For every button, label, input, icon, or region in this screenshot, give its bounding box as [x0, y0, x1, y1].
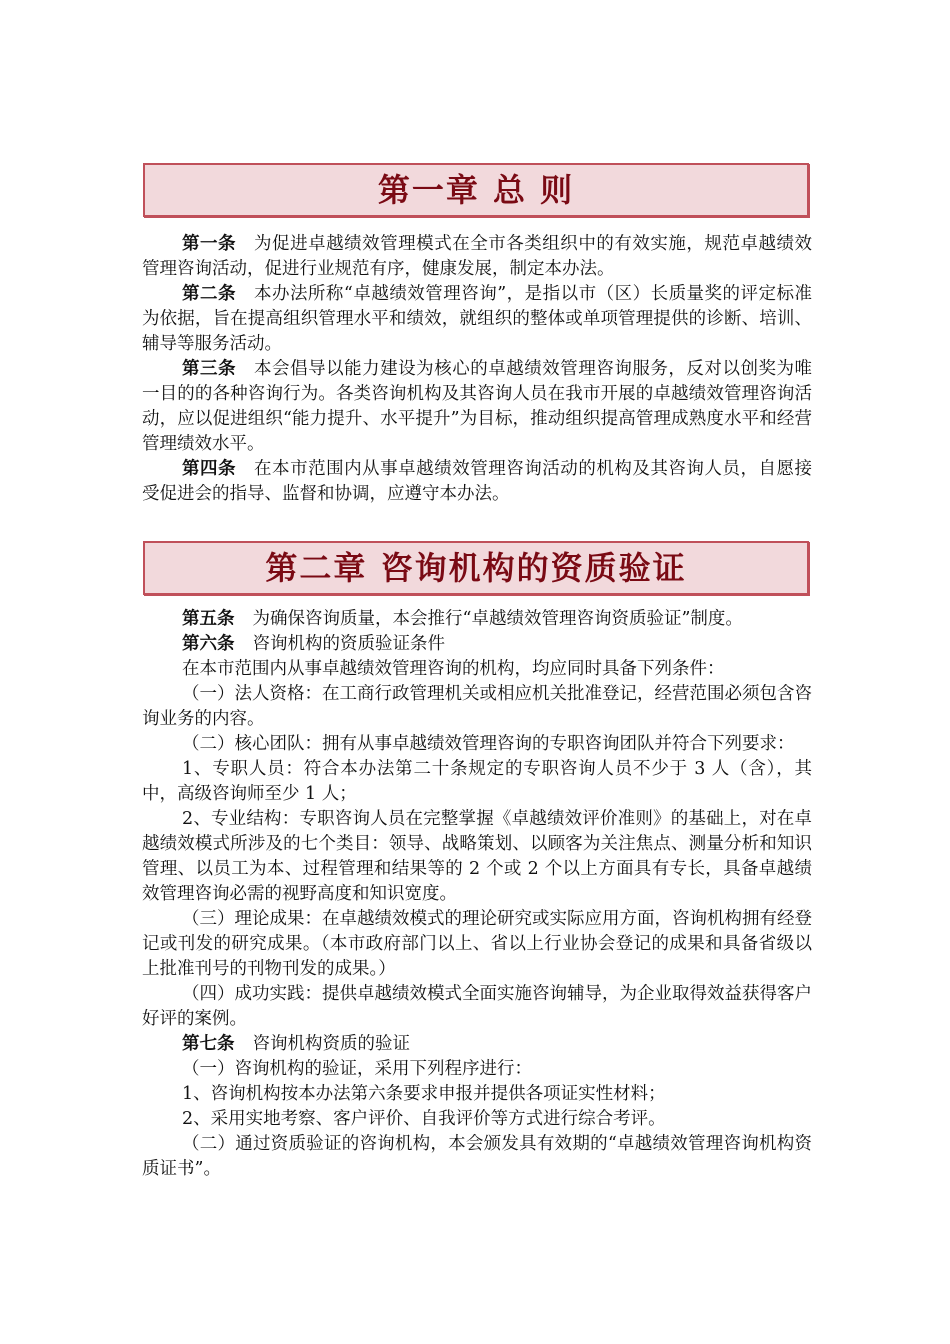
article-text: 为确保咨询质量，本会推行“卓越绩效管理咨询资质验证”制度。 — [252, 609, 743, 629]
article-label: 第六条 — [182, 634, 235, 654]
article-label: 第一条 — [182, 234, 237, 254]
article-text: 在本市范围内从事卓越绩效管理咨询活动的机构及其咨询人员，自愿接受促进会的指导、监督和协调，应遵守本办法。 — [142, 459, 812, 504]
article-label: 第五条 — [182, 609, 235, 629]
verification-2: （二）通过资质验证的咨询机构，本会颁发具有效期的“卓越绩效管理咨询机构资质证书”。 — [142, 1134, 812, 1179]
article-6 — [142, 632, 812, 657]
chapter-1-title: 第一章 总 则 — [377, 171, 575, 209]
article-text: 咨询机构资质的验证 — [252, 1034, 410, 1054]
chapter-2-title: 第二章 咨询机构的资质验证 — [265, 549, 687, 587]
article-text: 为促进卓越绩效管理模式在全市各类组织中的有效实施，规范卓越绩效管理咨询活动，促进行业规范有序，健康发展，制定本办法。 — [142, 234, 812, 279]
article-text: 本会倡导以能力建设为核心的卓越绩效管理咨询服务，反对以创奖为唯一目的的各种咨询行为。各类咨询机构及其咨询人员在我市开展的卓越绩效管理咨询活动，应以促进组织“能力提升、水平提升”为目标，推动组织提高管理成熟度水平和经营管理绩效水平。 — [142, 359, 812, 454]
chapter-1-body — [142, 232, 812, 507]
condition-2-item-1: 1、专职人员：符合本办法第二十条规定的专职咨询人员不少于 3 人（含），其中，高级咨询师至少 1 人； — [142, 759, 812, 804]
article-4 — [142, 457, 812, 507]
verification-1-item-2: 2、采用实地考察、客户评价、自我评价等方式进行综合考评。 — [182, 1109, 666, 1129]
article-2 — [142, 282, 812, 357]
article-5 — [142, 607, 812, 632]
article-label: 第四条 — [182, 459, 237, 479]
article-text: 本办法所称“卓越绩效管理咨询”，是指以市（区）长质量奖的评定标准为依据，旨在提高组织管理水平和绩效，就组织的整体或单项管理提供的诊断、培训、辅导等服务活动。 — [142, 284, 812, 354]
article-label: 第二条 — [182, 284, 236, 304]
chapter-2-banner — [143, 541, 809, 595]
article-7 — [142, 1032, 812, 1057]
verification-1: （一）咨询机构的验证，采用下列程序进行： — [182, 1059, 532, 1079]
article-6-intro: 在本市范围内从事卓越绩效管理咨询的机构，均应同时具备下列条件： — [182, 659, 725, 679]
condition-4: （四）成功实践：提供卓越绩效模式全面实施咨询辅导，为企业取得效益获得客户好评的案例。 — [142, 984, 812, 1029]
article-label: 第三条 — [182, 359, 237, 379]
article-3 — [142, 357, 812, 457]
chapter-2-body — [142, 607, 812, 1182]
chapter-1-banner — [143, 163, 809, 217]
condition-1: （一）法人资格：在工商行政管理机关或相应机关批准登记，经营范围必须包含咨询业务的内容。 — [142, 684, 812, 729]
article-text: 咨询机构的资质验证条件 — [252, 634, 445, 654]
condition-3: （三）理论成果：在卓越绩效模式的理论研究或实际应用方面，咨询机构拥有经登记或刊发的研究成果。（本市政府部门以上、省以上行业协会登记的成果和具备省级以上批准刊号的刊物刊发的成果。） — [142, 909, 812, 979]
article-label: 第七条 — [182, 1034, 235, 1054]
condition-2: （二）核心团队：拥有从事卓越绩效管理咨询的专职咨询团队并符合下列要求： — [182, 734, 795, 754]
verification-1-item-1: 1、咨询机构按本办法第六条要求申报并提供各项证实性材料； — [182, 1084, 666, 1104]
article-1 — [142, 232, 812, 282]
condition-2-item-2: 2、专业结构：专职咨询人员在完整掌握《卓越绩效评价准则》的基础上，对在卓越绩效模式所涉及的七个类目：领导、战略策划、以顾客为关注焦点、测量分析和知识管理、以员工为本、过程管理和结果等的 2 个或 2 个以上方面具有专长，具备卓越绩效管理咨询必需的视野高度和知识宽度。 — [142, 809, 812, 904]
